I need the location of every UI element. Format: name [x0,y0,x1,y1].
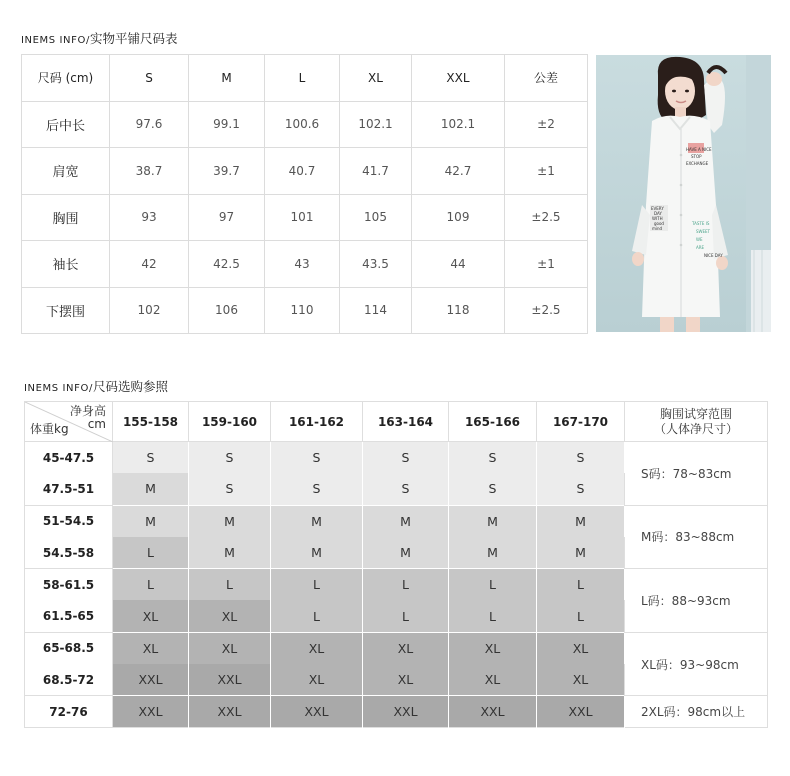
size-cell: S [363,473,449,505]
table-cell: 42.7 [412,148,505,195]
size-cell: S [537,473,625,505]
pocket-print-4: good [654,221,664,226]
flat-size-title-en: INEMS INFO/ [21,35,90,46]
table-cell: 41.7 [340,148,412,195]
row-label: 下摆围 [22,287,110,334]
size-cell: XL [537,664,625,696]
header-l: L [265,55,340,102]
size-cell: L [449,569,537,601]
size-cell: S [449,442,537,474]
corner-weight-label: 体重kg [30,422,69,436]
row-label: 袖长 [22,241,110,288]
height-header: 167-170 [537,402,625,442]
size-cell: M [189,537,271,569]
table-cell: 110 [265,287,340,334]
table-row [25,696,768,728]
size-cell: M [449,505,537,537]
size-cell: S [189,442,271,474]
table-cell: 39.7 [189,148,265,195]
table-cell: 38.7 [110,148,189,195]
table-cell: 40.7 [265,148,340,195]
size-cell: S [189,473,271,505]
size-cell: M [271,537,363,569]
corner-header-cell [25,402,113,442]
size-cell: M [271,505,363,537]
chest-range-2xl: 2XL码：98cm以上 [625,696,768,728]
weight-label: 54.5-58 [25,537,113,569]
chest-range-xl: XL码：93~98cm [625,632,768,696]
size-cell: L [449,600,537,632]
size-cell: XL [113,632,189,664]
table-cell: 97.6 [110,101,189,148]
table-row [25,569,768,601]
table-cell: 97 [189,194,265,241]
size-cell: L [537,569,625,601]
size-guide-title [24,377,168,395]
shirt-tag-text: NICE DAY [704,253,723,258]
size-cell: L [271,569,363,601]
model-illustration [596,55,771,332]
size-guide-title-en: INEMS INFO/ [24,383,93,394]
size-cell: XL [363,664,449,696]
size-cell: S [537,442,625,474]
size-cell: XL [449,632,537,664]
size-cell: L [537,600,625,632]
size-cell: M [363,505,449,537]
corner-height-label [70,405,106,431]
size-cell: XXL [363,696,449,728]
weight-label: 72-76 [25,696,113,728]
size-cell: M [449,537,537,569]
hem-print-2: SWEET [696,229,710,234]
header-xxl: XXL [412,55,505,102]
size-cell: L [113,569,189,601]
chest-range-s: S码：78~83cm [625,442,768,506]
size-cell: XL [189,600,271,632]
height-header: 159-160 [189,402,271,442]
size-cell: XL [537,632,625,664]
shirt-print-line-3: EXCHANGE [686,161,709,166]
height-header: 155-158 [113,402,189,442]
header-m: M [189,55,265,102]
size-cell: XXL [537,696,625,728]
size-cell: S [113,442,189,474]
flat-size-title [21,29,177,47]
table-cell: 43.5 [340,241,412,288]
flat-table-header [22,55,588,102]
table-row [22,241,588,288]
size-cell: XL [271,664,363,696]
weight-label: 65-68.5 [25,632,113,664]
table-cell: 42.5 [189,241,265,288]
table-row [22,194,588,241]
table-cell: ±2.5 [505,287,588,334]
table-cell: 101 [265,194,340,241]
table-cell: 100.6 [265,101,340,148]
size-cell: M [537,505,625,537]
table-cell: 93 [110,194,189,241]
size-cell: XXL [189,696,271,728]
table-cell: 102.1 [340,101,412,148]
shirt-print-line-1: HAVE A NICE [686,147,712,152]
chest-range-l: L码：88~93cm [625,569,768,633]
table-cell: 106 [189,287,265,334]
table-cell: 105 [340,194,412,241]
height-header: 165-166 [449,402,537,442]
weight-label: 47.5-51 [25,473,113,505]
header-s: S [110,55,189,102]
table-cell: 99.1 [189,101,265,148]
weight-label: 61.5-65 [25,600,113,632]
size-cell: M [113,505,189,537]
table-cell: 102 [110,287,189,334]
table-row [22,287,588,334]
size-cell: L [363,600,449,632]
size-cell: XL [113,600,189,632]
size-cell: S [449,473,537,505]
size-cell: XXL [449,696,537,728]
hem-print-1: TASTE IS [692,221,710,226]
product-photo [596,55,771,332]
table-cell: ±1 [505,241,588,288]
table-cell: ±2.5 [505,194,588,241]
table-row [25,505,768,537]
size-cell: L [189,569,271,601]
flat-size-title-cn: 实物平铺尺码表 [89,31,178,46]
size-cell: M [189,505,271,537]
size-cell: XL [449,664,537,696]
hem-print-4: ARE [696,245,705,250]
size-guide-table [24,401,768,728]
table-row [25,632,768,664]
row-label: 后中长 [22,101,110,148]
size-cell: L [271,600,363,632]
corner-height-unit: cm [87,417,106,431]
size-cell: XL [363,632,449,664]
pocket-print-1: EVERY [651,206,664,211]
corner-height-label-1: 净身高 [69,404,106,418]
height-header: 161-162 [271,402,363,442]
size-cell: S [271,473,363,505]
size-cell: XXL [271,696,363,728]
weight-label: 45-47.5 [25,442,113,474]
hem-print-3: WE [696,237,703,242]
table-cell: ±1 [505,148,588,195]
table-cell: ±2 [505,101,588,148]
table-cell: 102.1 [412,101,505,148]
weight-label: 58-61.5 [25,569,113,601]
size-cell: M [113,473,189,505]
weight-label: 51-54.5 [25,505,113,537]
size-cell: M [537,537,625,569]
pocket-print-3: WITH [652,216,663,221]
size-cell: S [271,442,363,474]
size-cell: M [363,537,449,569]
size-cell: XL [271,632,363,664]
pocket-print-5: mind [652,226,663,231]
size-cell: XXL [113,664,189,696]
chest-range-header [625,402,768,442]
header-tolerance: 公差 [505,55,588,102]
header-size-cm: 尺码 (cm) [22,55,110,102]
chest-range-m: M码：83~88cm [625,505,768,569]
table-row [22,148,588,195]
table-cell: 109 [412,194,505,241]
pocket-print-2: DAY [654,211,662,216]
table-row [22,101,588,148]
table-cell: 43 [265,241,340,288]
row-label: 肩宽 [22,148,110,195]
flat-size-table [21,54,588,334]
table-cell: 118 [412,287,505,334]
row-label: 胸围 [22,194,110,241]
size-cell: XXL [189,664,271,696]
table-row [25,442,768,474]
size-guide-title-cn: 尺码选购参照 [92,379,168,394]
size-guide-header [25,402,768,442]
size-cell: L [363,569,449,601]
header-xl: XL [340,55,412,102]
size-cell: S [363,442,449,474]
chest-range-header-2: （人体净尺寸） [653,421,738,436]
size-cell: XL [189,632,271,664]
chest-range-header-1: 胸围试穿范围 [659,406,732,421]
table-cell: 42 [110,241,189,288]
shirt-print-line-2: STOP [691,154,702,159]
size-cell: L [113,537,189,569]
table-cell: 114 [340,287,412,334]
size-cell: XXL [113,696,189,728]
weight-label: 68.5-72 [25,664,113,696]
table-cell: 44 [412,241,505,288]
height-header: 163-164 [363,402,449,442]
